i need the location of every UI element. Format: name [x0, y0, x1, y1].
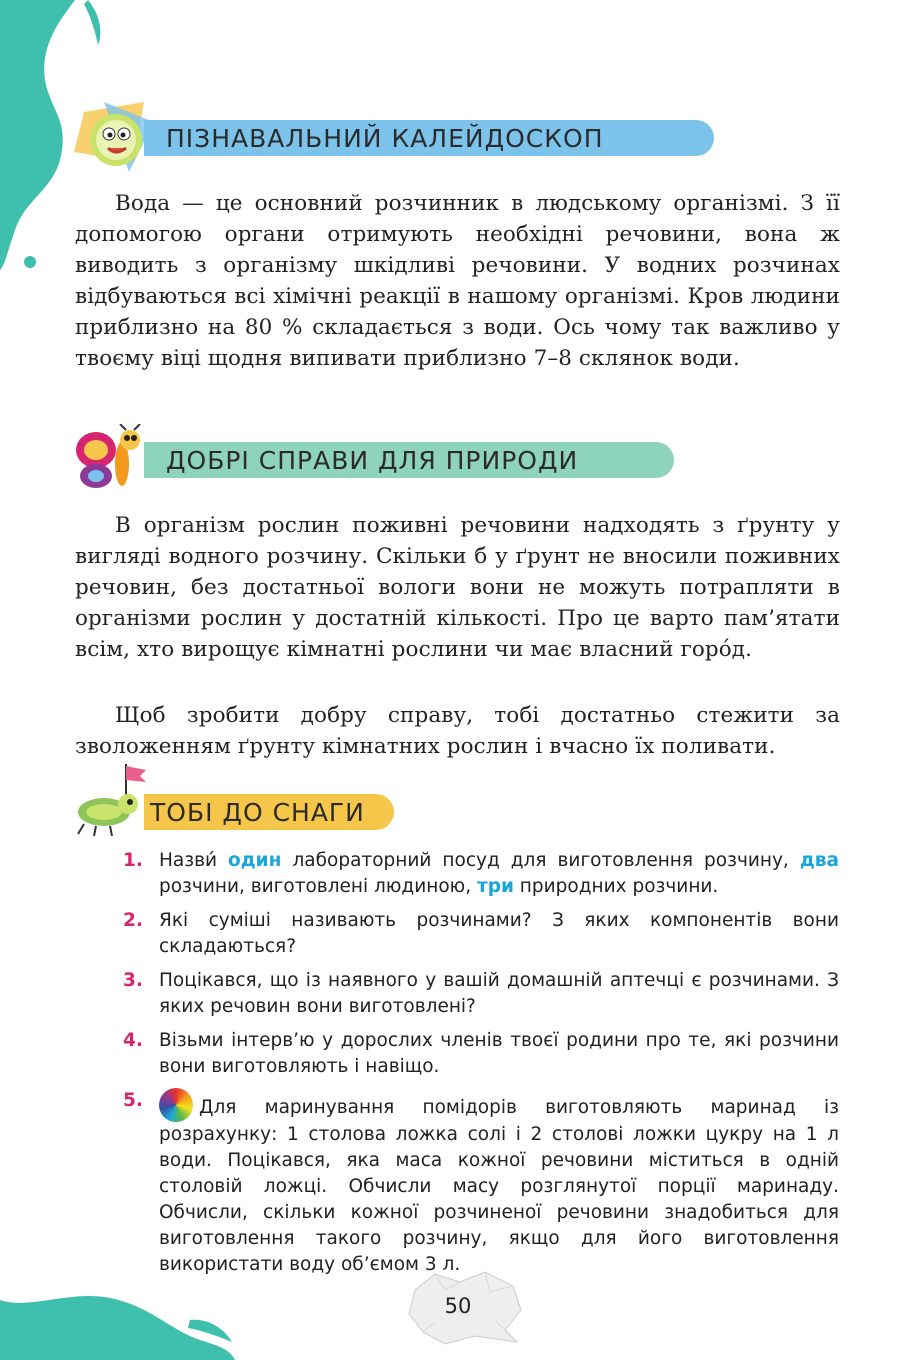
task-number: 2. [123, 910, 143, 931]
keyword-one: один [228, 850, 282, 871]
section-tasks-header [74, 764, 694, 834]
apple-mascot-icon [74, 102, 164, 174]
color-wheel-icon [159, 1088, 193, 1122]
task-item: 5. Для маринування помідорів виготовляють маринад із розрахунку: 1 столова ложка солі і 2 столові ложки цукру на 1 л води. Поцікався, яка маса кожної речовини міститься в одній столовій ложці. Обчисли масу розглянутої порції маринаду. Обчисли, скільки кожної розчиненої речовини знадобиться для виготовлення такого розчину, якщо для його виготовлення використати воду об’ємом 3 л. [123, 1090, 839, 1275]
task-item: 3. Поцікався, що із наявного у вашій домашній аптечці є розчинами. З яких речовин вони виготовлені? [123, 970, 839, 1017]
keyword-three: три [476, 876, 514, 897]
banner-stripes-icon [680, 120, 720, 156]
bug-with-flag-mascot-icon [74, 764, 164, 836]
task-list [123, 848, 839, 1286]
nature-title: ДОБРІ СПРАВИ ДЛЯ ПРИРОДИ [166, 446, 579, 475]
task-item: 4. Візьми інтерв’ю у дорослих членів твоєї родини про те, які розчини вони виготовляють і навіщо. [123, 1030, 839, 1077]
task-number: 5. [123, 1090, 143, 1111]
tasks-title: ТОБІ ДО СНАГИ [150, 798, 365, 827]
nature-paragraph-2: Щоб зробити добру справу, тобі достатньо стежити за зволоженням ґрунту кімнатних рослин і вчасно їх поливати. [75, 703, 840, 759]
task-number: 4. [123, 1030, 143, 1051]
task-item: 1. Назви́ один лабораторний посуд для виготовлення розчину, два розчини, виготовлені людиною, три природних розчини. [123, 850, 839, 897]
corner-decoration-bottom [0, 1280, 260, 1360]
section-kaleidoscope-header [74, 102, 694, 172]
nature-paragraph-1: В організм рослин поживні речовини надходять з ґрунту у вигляді водного розчину. Скільки б у ґрунт не вносили поживних речовин, без достатньої вологи вони не можуть потрапляти в організми рослин у достатній кількості. Про це варто пам’ятати всім, хто вирощує кімнатні рослини чи має власний горо́д. [75, 513, 840, 662]
banner-stripes-icon [640, 442, 680, 478]
task-item: 2. Які суміші називають розчинами? З яких компонентів вони складаються? [123, 910, 839, 957]
kaleidoscope-title: ПІЗНАВАЛЬНИЙ КАЛЕЙДОСКОП [166, 124, 604, 153]
section-nature-header [74, 424, 694, 494]
page-number: 50 [444, 1294, 472, 1318]
task-number: 3. [123, 970, 143, 991]
keyword-two: два [799, 850, 839, 871]
task-number: 1. [123, 850, 143, 871]
kaleidoscope-paragraph: Вода — це основний розчинник в людському організмі. З її допомогою органи отримують необхідні речовини, вона ж виводить з організму шкідливі речовини. У водних розчинах відбуваються всі хімічні реакції в нашому організмі. Кров людини приблизно на 80 % складається з води. Ось чому так важливо у твоєму віці щодня випивати приблизно 7–8 склянок води. [75, 191, 840, 371]
butterfly-mascot-icon [74, 424, 164, 496]
